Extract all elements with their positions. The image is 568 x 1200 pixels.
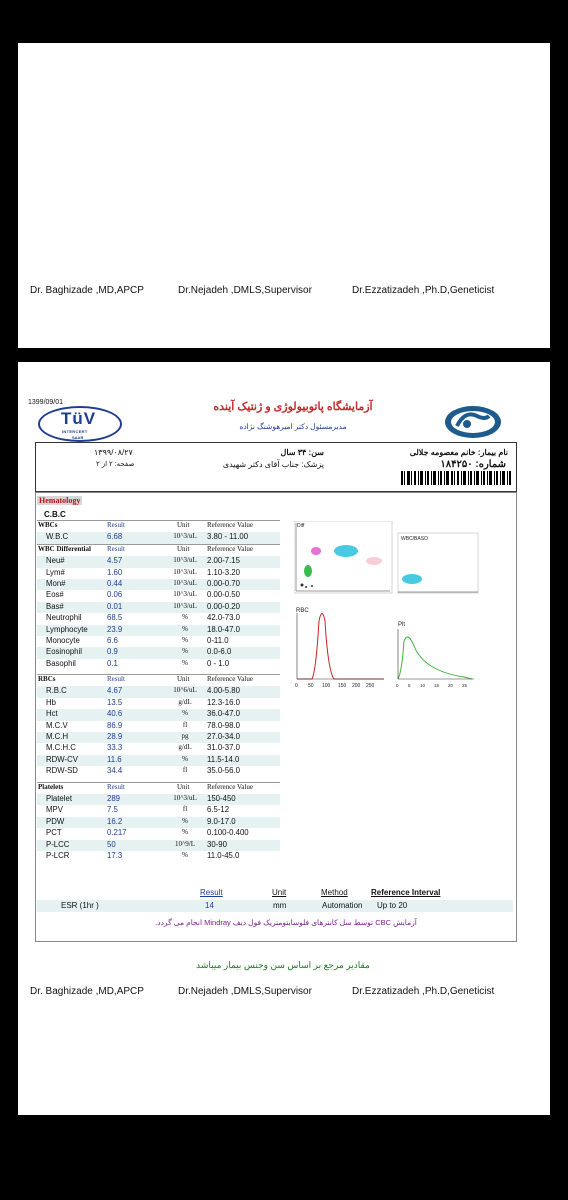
test-name: Monocyte (46, 635, 80, 645)
test-reference: 150-450 (207, 793, 236, 803)
tuv-logo (38, 406, 122, 442)
test-name: P-LCR (46, 850, 70, 860)
section-tag: Hematology (39, 496, 81, 505)
test-unit: fl (182, 805, 188, 814)
lab-director: مدیرمسئول دکتر امیرهوشنگ نژاده (239, 422, 347, 431)
results-table (37, 520, 280, 862)
test-unit: % (182, 850, 188, 859)
test-value: 289 (107, 793, 121, 803)
test-name: Hb (46, 697, 56, 707)
test-reference: 27.0-34.0 (207, 732, 240, 742)
test-unit: % (182, 658, 188, 667)
table-row (37, 532, 280, 543)
test-reference: 0 - 1.0 (207, 658, 230, 668)
result-header: Result (107, 675, 125, 684)
test-value: 16.2 (107, 816, 123, 826)
esr-result-header: Result (200, 888, 223, 897)
section-header (37, 782, 280, 794)
barcode-icon (401, 471, 511, 485)
test-unit: 10^9/L (174, 839, 195, 848)
rbc-plot-label: RBC (296, 608, 309, 614)
test-name: RDW-CV (46, 754, 78, 764)
test-name: Lym# (46, 567, 65, 577)
test-reference: 4.00-5.80 (207, 686, 240, 696)
table-row (37, 828, 280, 839)
test-title: C.B.C (44, 510, 66, 519)
diff-plot-label: Diff (297, 523, 305, 529)
reference-note: مقادیر مرجع بر اساس سن وجنس بیمار میباشد (196, 960, 370, 970)
test-unit: fl (182, 766, 188, 775)
test-unit: g/dL (178, 697, 192, 706)
histogram-plots (294, 521, 499, 691)
esr-method: Automation (322, 901, 363, 910)
test-unit: 10^3/uL (173, 567, 197, 576)
test-name: M.C.V (46, 720, 68, 730)
test-name: P-LCC (46, 839, 70, 849)
plt-axis-tick-3: 15 (434, 683, 440, 688)
test-name: Platelet (46, 793, 73, 803)
test-unit: 10^3/uL (173, 532, 197, 541)
cbc-method-note: آزمایش CBC توسط سل کانترهای فلوسایتومتریک فول دیف Mindray انجام می گردد. (155, 918, 417, 927)
table-row (37, 636, 280, 647)
test-unit: 10^3/uL (173, 578, 197, 587)
result-header: Result (107, 782, 125, 791)
signature-2: Dr.Nejadeh ,DMLS,Supervisor (178, 986, 312, 997)
test-value: 6.68 (107, 532, 123, 542)
test-name: MPV (46, 805, 63, 815)
test-value: 1.60 (107, 567, 123, 577)
table-row (37, 817, 280, 828)
table-row (37, 743, 280, 754)
test-reference: 42.0-73.0 (207, 613, 240, 623)
test-value: 0.9 (107, 647, 118, 657)
test-value: 0.1 (107, 658, 118, 668)
test-unit: g/dL (178, 743, 192, 752)
test-value: 0.44 (107, 578, 123, 588)
report-date: ۱۳۹۹/۰۸/۲۷ (94, 448, 133, 457)
test-value: 17.3 (107, 850, 123, 860)
test-unit: % (182, 816, 188, 825)
table-row (37, 625, 280, 636)
patient-name: نام بیمار: خانم معصومه جلالی (409, 448, 508, 457)
test-reference: 6.5-12 (207, 805, 230, 815)
table-row (37, 766, 280, 777)
test-name: Neu# (46, 556, 65, 566)
table-row (37, 556, 280, 567)
test-value: 0.01 (107, 601, 123, 611)
patient-info-box (35, 442, 517, 492)
test-name: RDW-SD (46, 766, 78, 776)
test-value: 4.57 (107, 556, 123, 566)
table-row (37, 613, 280, 624)
section-title: WBCs (38, 521, 58, 529)
test-unit: 10^6/uL (173, 686, 197, 695)
test-value: 23.9 (107, 624, 123, 634)
test-unit: % (182, 754, 188, 763)
result-header: Result (107, 521, 125, 529)
test-value: 4.67 (107, 686, 123, 696)
esr-unit: mm (273, 901, 287, 910)
test-reference: 78.0-98.0 (207, 720, 240, 730)
plt-axis-tick-5: 25 (462, 683, 468, 688)
test-unit: % (182, 613, 188, 622)
test-name: Mon# (46, 578, 66, 588)
table-row (37, 794, 280, 805)
test-reference: 1.10-3.20 (207, 567, 240, 577)
test-reference: 3.80 - 11.00 (207, 532, 249, 542)
test-reference: 36.0-47.0 (207, 709, 240, 719)
test-value: 33.3 (107, 743, 123, 753)
table-row (37, 568, 280, 579)
patient-number: شماره: ۱۸۴۲۵۰ (440, 459, 506, 470)
test-reference: 11.0-45.0 (207, 850, 240, 860)
plt-axis-tick-0: 0 (396, 683, 399, 688)
test-unit: 10^3/uL (173, 556, 197, 565)
section-title: WBC Differential (38, 544, 91, 553)
table-row (37, 840, 280, 851)
esr-ref: Up to 20 (377, 901, 408, 910)
test-reference: 0.00-0.20 (207, 601, 240, 611)
section-header (37, 520, 280, 532)
test-unit: % (182, 828, 188, 837)
test-value: 68.5 (107, 613, 123, 623)
table-row (37, 602, 280, 613)
test-name: Eos# (46, 590, 64, 600)
test-unit: fl (182, 720, 188, 729)
esr-name: ESR (1hr ) (61, 901, 99, 910)
test-reference: 0.00-0.50 (207, 590, 240, 600)
test-name: M.C.H (46, 732, 69, 742)
test-name: M.C.H.C (46, 743, 76, 753)
test-reference: 31.0-37.0 (207, 743, 240, 753)
table-row (37, 709, 280, 720)
test-name: Lymphocyte (46, 624, 88, 634)
unit-header: Unit (177, 521, 190, 529)
signature-1: Dr. Baghizade ,MD,APCP (30, 986, 144, 997)
test-name: Bas# (46, 601, 64, 611)
test-unit: 10^3/uL (173, 601, 197, 610)
test-reference: 35.0-56.0 (207, 766, 240, 776)
test-reference: 2.00-7.15 (207, 556, 240, 566)
rbc-axis-tick-2: 100 (322, 683, 331, 689)
lab-name: آزمایشگاه پاتوبیولوژی و ژنتیک آینده (213, 401, 373, 413)
test-unit: 10^3/uL (173, 793, 197, 802)
test-value: 7.5 (107, 805, 118, 815)
plt-axis-tick-2: 10 (420, 683, 426, 688)
table-row (37, 721, 280, 732)
section-title: RBCs (38, 675, 56, 684)
esr-row (37, 900, 513, 912)
test-unit: % (182, 635, 188, 644)
reference-header: Reference Value (207, 521, 253, 529)
test-name: PDW (46, 816, 65, 826)
table-row (37, 590, 280, 601)
esr-method-header: Method (321, 888, 348, 897)
test-name: PCT (46, 828, 62, 838)
test-value: 0.217 (107, 828, 127, 838)
tuv-logo-text: TüV (61, 409, 97, 428)
signature-3: Dr.Ezzatizadeh ,Ph.D,Geneticist (352, 986, 495, 997)
tuv-logo-line2: SAAR (72, 435, 84, 440)
plt-plot-label: Plt (398, 622, 406, 628)
test-reference: 30-90 (207, 839, 227, 849)
test-name: Neutrophil (46, 613, 82, 623)
test-name: Basophil (46, 658, 76, 668)
esr-value: 14 (205, 901, 214, 910)
test-reference: 12.3-16.0 (207, 697, 240, 707)
test-reference: 11.5-14.0 (207, 754, 240, 764)
result-header: Result (107, 544, 125, 553)
test-value: 40.6 (107, 709, 123, 719)
test-unit: % (182, 709, 188, 718)
table-row (37, 647, 280, 658)
test-name: Eosinophil (46, 647, 82, 657)
signature-1: Dr. Baghizade ,MD,APCP (30, 285, 144, 296)
test-reference: 9.0-17.0 (207, 816, 236, 826)
signature-2: Dr.Nejadeh ,DMLS,Supervisor (178, 285, 312, 296)
section-header (37, 674, 280, 686)
test-reference: 0.0-6.0 (207, 647, 232, 657)
tuv-logo-line1: INTERCERT (62, 429, 88, 434)
test-unit: % (182, 647, 188, 656)
rbc-axis-tick-0: 0 (295, 683, 298, 689)
test-reference: 18.0-47.0 (207, 624, 240, 634)
patient-doctor: پزشک: جناب آقای دکتر شهیدی (222, 460, 324, 469)
plt-axis-tick-4: 20 (448, 683, 454, 688)
test-value: 50 (107, 839, 116, 849)
section-header (37, 544, 280, 556)
table-row (37, 805, 280, 816)
print-date: 1399/09/01 (28, 399, 64, 406)
wbcbaso-plot-label: WBC/BASO (401, 536, 428, 542)
cbc-report (35, 492, 517, 942)
rbc-axis-tick-4: 200 (352, 683, 361, 689)
plt-axis-tick-1: 5 (408, 683, 411, 688)
esr-ref-header: Reference Interval (371, 888, 441, 897)
test-name: R.B.C (46, 686, 67, 696)
test-unit: pg (181, 732, 189, 741)
test-unit: 10^3/uL (173, 590, 197, 599)
signature-3: Dr.Ezzatizadeh ,Ph.D,Geneticist (352, 285, 495, 296)
rbc-axis-tick-1: 50 (308, 683, 314, 689)
test-reference: 0-11.0 (207, 635, 229, 645)
test-value: 11.6 (107, 754, 122, 764)
table-row (37, 659, 280, 670)
patient-age: سن: ۳۴ سال (280, 448, 324, 457)
test-value: 34.4 (107, 766, 123, 776)
table-row (37, 579, 280, 590)
test-value: 28.9 (107, 732, 123, 742)
test-name: W.B.C (46, 532, 69, 542)
test-value: 13.5 (107, 697, 123, 707)
reference-header: Reference Value (207, 675, 253, 684)
table-row (37, 851, 280, 862)
test-reference: 0.00-0.70 (207, 578, 240, 588)
test-value: 0.06 (107, 590, 123, 600)
test-value: 6.6 (107, 635, 118, 645)
unit-header: Unit (177, 782, 190, 791)
esr-unit-header: Unit (272, 888, 287, 897)
unit-header: Unit (177, 544, 190, 553)
rbc-axis-tick-3: 150 (338, 683, 347, 689)
test-unit: % (182, 624, 188, 633)
rbc-axis-tick-5: 250 (366, 683, 375, 689)
reference-header: Reference Value (207, 782, 253, 791)
report-page-2 (18, 362, 550, 1115)
table-row (37, 686, 280, 697)
lab-logo-icon (443, 404, 503, 440)
test-name: Hct (46, 709, 58, 719)
reference-header: Reference Value (207, 544, 253, 553)
section-title: Platelets (38, 782, 64, 791)
table-row (37, 755, 280, 766)
page-number: صفحه: ۲ از ۲ (96, 461, 135, 468)
table-row (37, 698, 280, 709)
unit-header: Unit (177, 675, 190, 684)
test-reference: 0.100-0.400 (207, 828, 249, 838)
report-page-1 (18, 43, 550, 348)
test-value: 86.9 (107, 720, 123, 730)
table-row (37, 732, 280, 743)
